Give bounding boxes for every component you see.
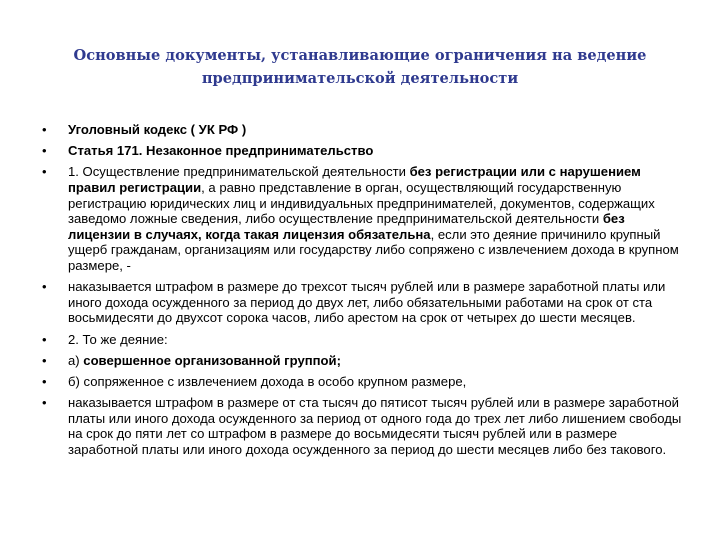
item-bold-text: Статья 171. Незаконное предпринимательство xyxy=(68,143,374,159)
list-item-penalty-1 xyxy=(42,279,682,326)
slide-title xyxy=(60,44,660,90)
item-text: наказывается штрафом в размере до трехсот тысяч рублей или в размере заработной платы или иного дохода осужденного за период до двух лет, либо обязательными работами на срок от ста восьмидесяти до двухсот сорока часов, либо арестом на срок от четырех до шести месяцев. xyxy=(68,279,666,326)
title-line-1: Основные документы, устанавливающие ограничения на ведение xyxy=(73,47,647,64)
bullet-list xyxy=(42,122,682,463)
item-bold-text: Уголовный кодекс ( УК РФ ) xyxy=(68,122,247,137)
item-text: 1. Осуществление предпринимательской деятельности xyxy=(68,164,410,180)
list-item-organized-group xyxy=(42,353,682,369)
bullet-icon: • xyxy=(42,122,47,137)
title-line-2: предпринимательской деятельности xyxy=(201,70,519,87)
item-text: 2. То же деяние: xyxy=(68,331,168,347)
item-text: , а равно представление в орган, осуществляющий государственную регистрацию юридических лиц и индивидуальных предпринимателей, документов, содержащих заведомо ложные сведения, либо осуществление предпринимательской деятельности xyxy=(68,179,655,227)
bullet-icon: • xyxy=(42,352,47,368)
item-bold-text: без лицензии в случаях, когда такая лицензия обязательна xyxy=(68,211,625,242)
item-text: а) xyxy=(68,352,84,368)
item-text: наказывается штрафом в размере от ста тысяч до пятисот тысяч рублей или в размере заработной платы или иного дохода осужденного за период от одного года до трех лет либо лишением свободы на срок до пяти лет со штрафом в размере до восьмидесяти тысяч рублей или в размере заработной платы или иного дохода осужденного за период до шести месяцев либо без такового. xyxy=(68,395,682,457)
bullet-icon: • xyxy=(42,164,47,180)
item-text: , если это деяние причинило крупный ущерб гражданам, организациям или государству либо сопряжено с извлечением дохода в крупном размере, - xyxy=(68,226,679,273)
item-text: б) сопряженное с извлечением дохода в особо крупном размере, xyxy=(68,373,467,389)
list-item-article-171 xyxy=(42,143,682,159)
bullet-icon: • xyxy=(42,331,47,347)
bullet-icon: • xyxy=(42,279,47,295)
bullet-icon: • xyxy=(42,395,47,411)
item-bold-text: без регистрации или с нарушением правил регистрации xyxy=(68,164,641,195)
item-bold-text: совершенное организованной группой; xyxy=(83,352,341,368)
list-item-large-income xyxy=(42,374,682,390)
bullet-icon: • xyxy=(42,373,47,389)
list-item-penalty-2 xyxy=(42,395,682,457)
list-item-criminal-code xyxy=(42,122,682,138)
bullet-icon: • xyxy=(42,143,47,159)
list-item-part-2 xyxy=(42,332,682,348)
list-item-part-1 xyxy=(42,164,682,273)
